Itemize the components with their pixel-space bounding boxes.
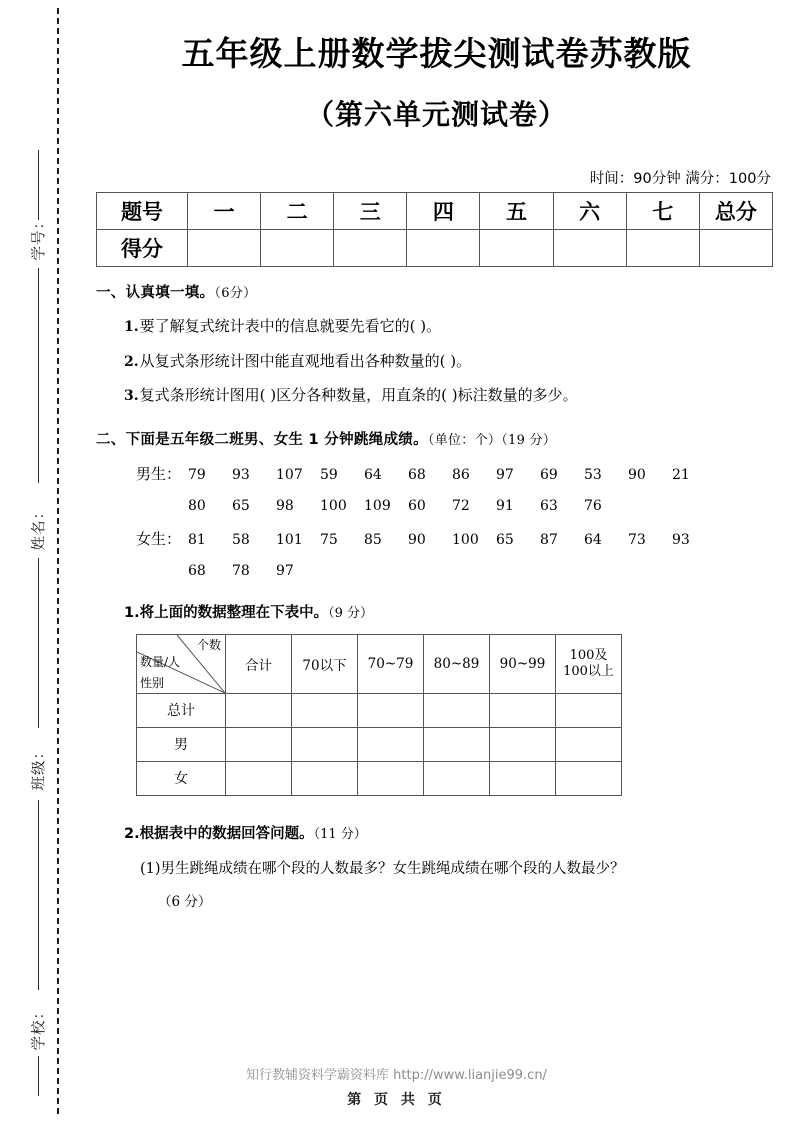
question-text: 从复式条形统计图中能直观地看出各种数量的( )。 [139,351,472,370]
score-col-3: 三 [334,193,407,230]
score-col-1: 一 [187,193,260,230]
question-number: 2. [124,353,139,370]
score-col-7: 七 [626,193,699,230]
score-col-6: 六 [553,193,626,230]
section-one-points: （6分） [214,286,257,301]
data-value: 69 [540,466,558,483]
stats-cell[interactable] [358,693,424,727]
score-col-5: 五 [480,193,553,230]
page-title: 五年级上册数学拔尖测试卷苏教版 [181,34,692,73]
subquestion-points: （9 分） [328,605,374,621]
left-margin-rail [0,0,80,1122]
subquestion-number: 2. [124,825,140,842]
question-1-1 [124,317,773,337]
stats-col-header-total: 合计 [226,634,292,693]
stats-row-label-boys: 男 [137,727,226,761]
subquestion-2-1 [124,601,773,622]
margin-label-class: 班级： [31,744,48,791]
data-value: 85 [364,531,382,548]
section-two-heading [96,428,773,449]
subquestion-2-2-item-1: (1)男生跳绳成绩在哪个段的人数最多？女生跳绳成绩在哪个段的人数最少？ [140,860,625,877]
stats-cell[interactable] [292,761,358,795]
rail-segment [38,800,39,990]
data-value: 80 [188,497,206,514]
score-cell[interactable] [699,230,772,267]
boys-data-row-1 [136,463,773,484]
girls-data-row-2 [136,563,773,579]
data-value: 64 [364,466,382,483]
score-cell[interactable] [261,230,334,267]
score-cell[interactable] [187,230,260,267]
stats-table-wrap [136,634,622,796]
data-value: 65 [496,531,514,548]
score-cell[interactable] [480,230,553,267]
section-two-title: 二、下面是五年级二班男、女生 1 分钟跳绳成绩。 [96,431,428,448]
stats-cell[interactable] [358,727,424,761]
data-value: 97 [496,466,514,483]
girls-data-row-1 [136,528,773,549]
section-one [96,281,773,406]
fold-dashed-line [57,8,59,1114]
data-value: 100 [452,531,479,548]
data-value: 59 [320,466,338,483]
exam-meta-info: 时间：90分钟 满分：100分 [589,171,771,187]
stats-table [136,634,622,796]
data-value: 60 [408,497,426,514]
score-cell[interactable] [334,230,407,267]
data-value: 93 [232,466,250,483]
stats-cell[interactable] [292,693,358,727]
section-one-title: 一、认真填一填。 [96,285,215,301]
question-1-3 [124,386,773,406]
stats-cell[interactable] [358,761,424,795]
stats-row-label-total: 总计 [137,693,226,727]
data-value: 75 [320,531,338,548]
stats-cell[interactable] [556,727,622,761]
stats-corner-bottom-label: 性别 [140,675,165,690]
data-value: 86 [452,466,470,483]
data-value: 100 [320,497,347,514]
table-row [137,693,622,727]
subquestion-2-2 [124,822,773,843]
score-table-row-label: 题号 [97,193,188,230]
stats-cell[interactable] [556,761,622,795]
girls-label: 女生： [136,529,182,548]
question-number: 1. [124,319,139,335]
score-table [96,192,773,267]
data-value: 98 [276,497,294,514]
data-value: 79 [188,466,206,483]
data-value: 91 [496,497,514,514]
question-number: 3. [124,388,139,404]
score-col-4: 四 [407,193,480,230]
score-table-row-label: 得分 [97,230,188,267]
data-value: 90 [408,531,426,548]
stats-row-label-girls: 女 [137,761,226,795]
question-text: 要了解复式统计表中的信息就要先看它的( )。 [139,317,442,335]
data-value: 76 [584,497,602,514]
data-value: 97 [276,562,294,579]
section-two-points: （19 分） [501,432,557,448]
stats-col-header-100plus [556,634,622,693]
table-row [97,193,773,230]
data-value: 63 [540,497,558,514]
data-value: 58 [232,531,250,548]
data-value: 53 [584,466,602,483]
stats-col-header-100plus-line2: 100以上 [563,663,614,679]
subquestion-2-2-item-1-points: （6 分） [158,893,212,910]
stats-cell[interactable] [490,761,556,795]
data-value: 81 [188,531,206,548]
section-two-unit-note: （单位：个） [427,432,502,448]
question-1-2 [124,352,773,372]
data-value: 101 [276,531,303,548]
data-value: 72 [452,497,470,514]
rail-segment [38,150,39,220]
subquestion-text: 将上面的数据整理在下表中。 [139,604,329,621]
exam-sheet [80,0,793,1122]
question-text: 复式条形统计图用( )区分各种数量，用直条的( )标注数量的多少。 [139,386,578,404]
data-value: 73 [628,531,646,548]
stats-corner-header [137,634,226,693]
section-two [96,428,773,910]
stats-cell[interactable] [490,727,556,761]
subquestion-number: 1. [124,604,140,621]
stats-col-header-70-79: 70~79 [358,634,424,693]
data-value: 65 [232,497,250,514]
score-col-2: 二 [261,193,334,230]
data-value: 68 [408,466,426,483]
margin-label-name: 姓名： [31,504,48,551]
stats-corner-mid-label: 数量/人 [140,654,181,669]
subquestion-points: （11 分） [313,826,367,842]
watermark-text: 知行教辅资料学霸资料库 http://www.lianjie99.cn/ [246,1068,547,1083]
score-cell[interactable] [553,230,626,267]
stats-cell[interactable] [424,761,490,795]
data-value: 64 [584,531,602,548]
score-col-total: 总分 [699,193,772,230]
data-value: 21 [672,466,690,483]
score-cell[interactable] [626,230,699,267]
boys-data-row-2 [136,498,773,514]
stats-cell[interactable] [226,761,292,795]
data-value: 87 [540,531,558,548]
data-value: 93 [672,531,690,548]
margin-label-student-id: 学号： [31,214,48,261]
data-value: 90 [628,466,646,483]
stats-cell[interactable] [490,693,556,727]
score-table-wrap [96,192,773,267]
score-cell[interactable] [407,230,480,267]
data-value: 68 [188,562,206,579]
data-value: 107 [276,466,303,483]
rail-segment [38,268,39,483]
table-row [137,727,622,761]
stats-cell[interactable] [226,727,292,761]
stats-cell[interactable] [556,693,622,727]
stats-cell[interactable] [424,693,490,727]
rail-segment [38,558,39,728]
data-value: 78 [232,562,250,579]
page-subtitle: （第六单元测试卷） [305,98,567,131]
table-row [137,634,622,693]
stats-col-header-80-89: 80~89 [424,634,490,693]
stats-cell[interactable] [424,727,490,761]
boys-label: 男生： [136,464,182,483]
data-value: 109 [364,497,391,514]
stats-cell[interactable] [226,693,292,727]
stats-col-header-90-99: 90~99 [490,634,556,693]
page-footer: 第 页 共 页 [347,1092,446,1108]
table-row [97,230,773,267]
subquestion-text: 根据表中的数据回答问题。 [139,825,314,842]
section-one-heading [96,281,773,302]
stats-cell[interactable] [292,727,358,761]
stats-col-header-100plus-line1: 100及 [569,648,608,664]
stats-corner-top-label: 个数 [196,637,221,652]
stats-col-header-under70: 70以下 [292,634,358,693]
table-row [137,761,622,795]
margin-label-school: 学校： [31,1004,48,1051]
